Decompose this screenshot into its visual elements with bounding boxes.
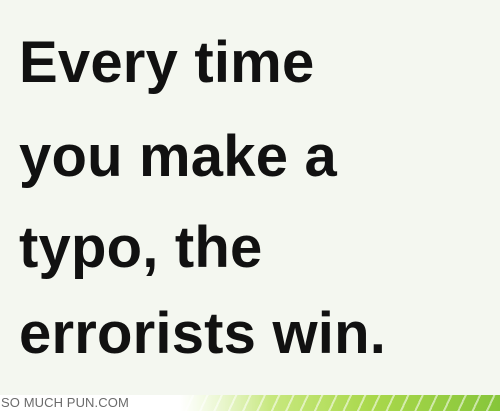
poster-line-4: errorists win. <box>19 301 387 366</box>
poster-line-3: typo, the <box>19 215 263 280</box>
site-watermark: SO MUCH PUN.COM <box>1 395 129 410</box>
stripe-fade <box>180 395 270 411</box>
poster-line-2: you make a <box>19 124 337 189</box>
watermark-footer <box>0 395 500 411</box>
poster-line-1: Every time <box>19 30 315 95</box>
